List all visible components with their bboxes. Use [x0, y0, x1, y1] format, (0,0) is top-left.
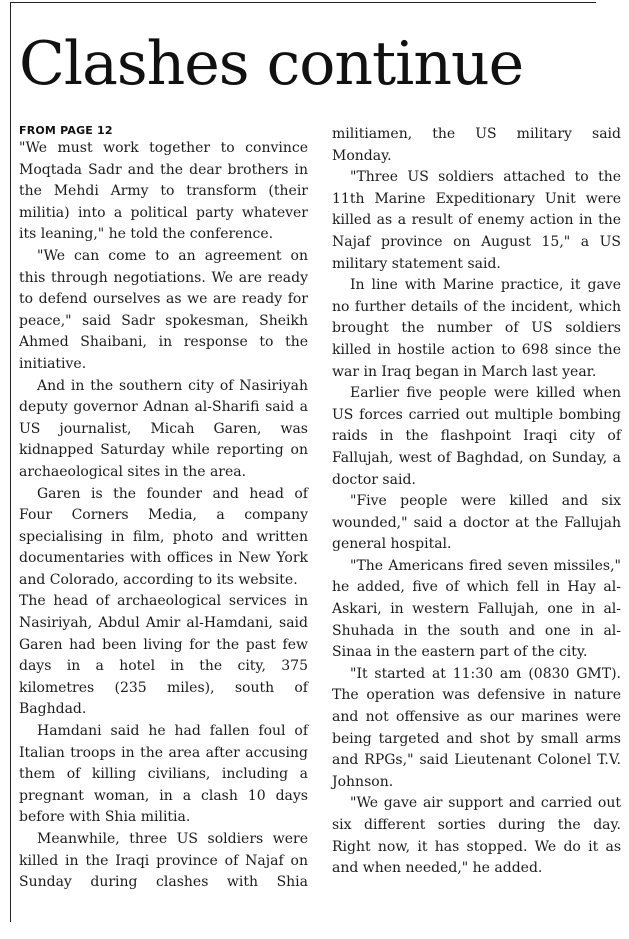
article-paragraph: "Three US soldiers attached to the 11th Marine Expeditionary Unit were killed as a result of enemy action in the Najaf province on August 15," a US military statement said. [332, 169, 621, 272]
article-paragraph: "The Americans fired seven missiles," he added, five of which fell in Hay al-Askari, in western Fallujah, one in al-Shuhada in the south and one in al-Sinaa in the eastern part of the city. [332, 557, 621, 661]
article-paragraph: "We gave air support and carried out six different sorties during the day. Right now, it has stopped. We do it as and when needed," he added. [332, 795, 621, 877]
article-paragraph: "We must work together to convince Moqtada Sadr and the dear brothers in the Mehdi Army to transform (their militia) into a political party whatever its leaning," he told the conference. [19, 140, 308, 243]
article-paragraph: "We can come to an agreement on this through negotiations. We are ready to defend ourselves as we are ready for peace," said Sadr spokesman, Sheikh Ahmed Shaibani, in response to the initiative. [19, 247, 308, 372]
headline: Clashes continue [19, 29, 524, 99]
article-paragraph: "Five people were killed and six wounded," said a doctor at the Fallujah general hospital. [332, 493, 621, 553]
left-rule [10, 2, 11, 922]
article-paragraph: "It started at 11:30 am (0830 GMT). The operation was defensive in nature and not offensive as our marines were being targeted and shot by small arms and RPGs," said Lieutenant Colonel T.V. Johnson. [332, 665, 621, 790]
article-paragraph: And in the southern city of Nasiriyah deputy governor Adnan al-Sharifi said a US journalist, Micah Garen, was kidnapped Saturday while reporting on archaeological sites in the area. [19, 377, 308, 480]
article-paragraph: Earlier five people were killed when US forces carried out multiple bombing raids in the flashpoint Iraqi city of Fallujah, west of Baghdad, on Sunday, a doctor said. [332, 385, 621, 488]
article-paragraph: Meanwhile, three US soldiers were killed in the Iraqi province of Najaf on Sunday during clashes with Shia militiamen, the US military said Monday. [19, 126, 621, 891]
article-paragraph: The head of archaeological services in Nasiriyah, Abdul Amir al-Hamdani, said Garen had been living for the past few days in a hotel in the city, 375 kilometres (235 miles), south of Baghdad. [19, 593, 308, 718]
article-paragraph: In line with Marine practice, it gave no further details of the incident, which brought the number of US soldiers killed in hostile action to 698 since the war in Iraq began in March last year. [332, 277, 621, 380]
top-rule [10, 2, 596, 3]
article-body [19, 124, 621, 924]
article-paragraph: Garen is the founder and head of Four Corners Media, a company specialising in film, photo and written documentaries with offices in New York and Colorado, according to its website. [19, 485, 308, 588]
article-paragraph: Hamdani said he had fallen foul of Italian troops in the area after accusing them of killing civilians, including a pregnant woman, in a clash 10 days before with Shia militia. [19, 723, 308, 826]
continuation-kicker: FROM PAGE 12 [19, 124, 113, 137]
